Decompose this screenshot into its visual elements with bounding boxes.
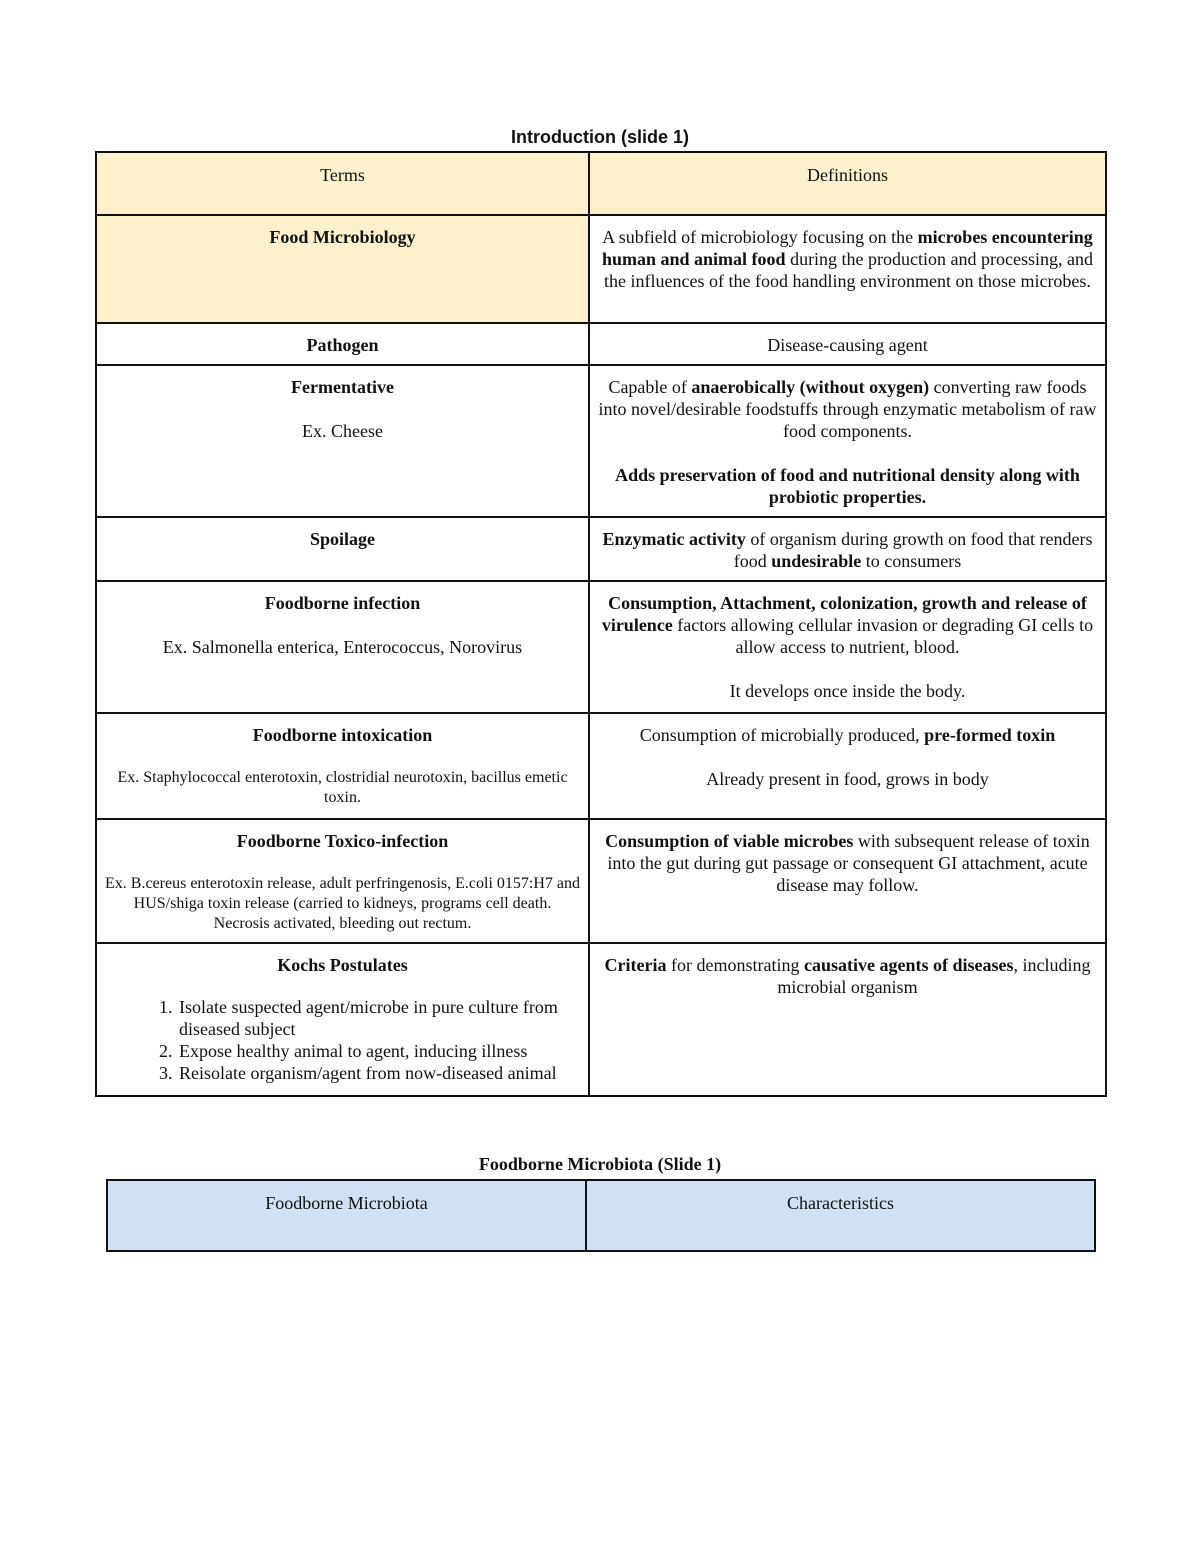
term-kochs-postulates: Kochs Postulates [277, 955, 408, 975]
term-cell [96, 819, 589, 943]
term-pathogen: Pathogen [306, 335, 379, 355]
term-foodborne-infection: Foodborne infection [264, 593, 421, 613]
microbiota-header: Foodborne Microbiota [107, 1180, 586, 1251]
definition-cell [589, 323, 1106, 365]
definition-bold: Enzymatic activity [602, 529, 746, 549]
definition-text: , including microbial organism [777, 955, 1091, 997]
definition-cell [589, 819, 1106, 943]
definition-cell [589, 581, 1106, 713]
definition-cell [589, 215, 1106, 323]
term-example: Ex. Cheese [302, 421, 383, 441]
microbiota-header-row [107, 1180, 1095, 1251]
term-foodborne-toxico-infection: Foodborne Toxico-infection [236, 831, 449, 851]
definition-text: Disease-causing agent [767, 335, 928, 355]
definition-text: Capable of [608, 377, 692, 397]
term-foodborne-intoxication: Foodborne intoxication [252, 725, 433, 745]
definition-text: converting raw foods into novel/desirable foodstuffs through enzymatic metabolism of raw food components. [598, 377, 1097, 441]
term-cell [96, 581, 589, 713]
definition-text: with subsequent release of toxin into the gut during gut passage or consequent GI attachment, acute disease may follow. [607, 831, 1090, 895]
characteristics-header: Characteristics [586, 1180, 1095, 1251]
definition-text: of organism during growth on food that renders food [733, 529, 1093, 571]
table-row [96, 819, 1106, 943]
definition-cell [589, 943, 1106, 1096]
term-cell [96, 943, 589, 1096]
definition-note: Adds preservation of food and nutritional density along with probiotic properties. [615, 465, 1080, 507]
definition-bold: undesirable [771, 551, 862, 571]
definition-note: It develops once inside the body. [729, 681, 966, 701]
table-row [96, 943, 1106, 1096]
definitions-header: Definitions [589, 152, 1106, 215]
definition-text: during the production and processing, and the influences of the food handling environment on those microbes. [604, 249, 1093, 291]
intro-header-row [96, 152, 1106, 215]
definition-text: to consumers [861, 551, 962, 571]
definition-text: factors allowing cellular invasion or degrading GI cells to allow access to nutrient, blood. [672, 615, 1094, 657]
microbiota-table-title: Foodborne Microbiota (Slide 1) [478, 1154, 722, 1174]
term-example: Ex. B.cereus enterotoxin release, adult perfringenosis, E.coli 0157:H7 and HUS/shiga toxin release (carried to kidneys, programs cell death. Necrosis activated, bleeding out rectum. [105, 875, 580, 932]
table-row [96, 323, 1106, 365]
table-row [96, 365, 1106, 517]
microbiota-table [106, 1179, 1096, 1252]
definition-text: Consumption of microbially produced, [639, 725, 925, 745]
postulates-list [105, 996, 580, 1084]
term-cell [96, 323, 589, 365]
definition-bold: anaerobically (without oxygen) [691, 377, 930, 397]
list-item: 3. Reisolate organism/agent from now-diseased animal [177, 1062, 580, 1084]
term-cell [96, 215, 589, 323]
intro-table [95, 151, 1107, 1097]
table-row [96, 581, 1106, 713]
definition-bold: Criteria [604, 955, 667, 975]
definition-text: A subfield of microbiology focusing on the [602, 227, 918, 247]
definition-bold: Consumption, Attachment, colonization, growth and release of virulence [601, 593, 1087, 635]
term-example: Ex. Staphylococcal enterotoxin, clostridial neurotoxin, bacillus emetic toxin. [117, 769, 568, 806]
term-fermentative: Fermentative [291, 377, 394, 397]
term-cell [96, 365, 589, 517]
definition-bold: Consumption of viable microbes [605, 831, 854, 851]
definition-bold: pre-formed toxin [924, 725, 1056, 745]
definition-cell [589, 517, 1106, 581]
list-item: 1. Isolate suspected agent/microbe in pure culture from diseased subject [177, 996, 580, 1040]
intro-table-title: Introduction (slide 1) [511, 127, 689, 147]
term-spoilage: Spoilage [309, 529, 375, 549]
definition-bold: microbes encountering human and animal food [602, 227, 1093, 269]
term-cell [96, 713, 589, 819]
table-row [96, 215, 1106, 323]
definition-text: for demonstrating [666, 955, 804, 975]
term-example: Ex. Salmonella enterica, Enterococcus, Norovirus [162, 637, 523, 657]
list-item: 2. Expose healthy animal to agent, inducing illness [177, 1040, 580, 1062]
definition-cell [589, 713, 1106, 819]
definition-note: Already present in food, grows in body [706, 769, 989, 789]
definition-bold: causative agents of diseases [803, 955, 1014, 975]
term-cell [96, 517, 589, 581]
table-row [96, 713, 1106, 819]
terms-header: Terms [96, 152, 589, 215]
table-row [96, 517, 1106, 581]
definition-cell [589, 365, 1106, 517]
term-food-microbiology: Food Microbiology [269, 227, 416, 247]
